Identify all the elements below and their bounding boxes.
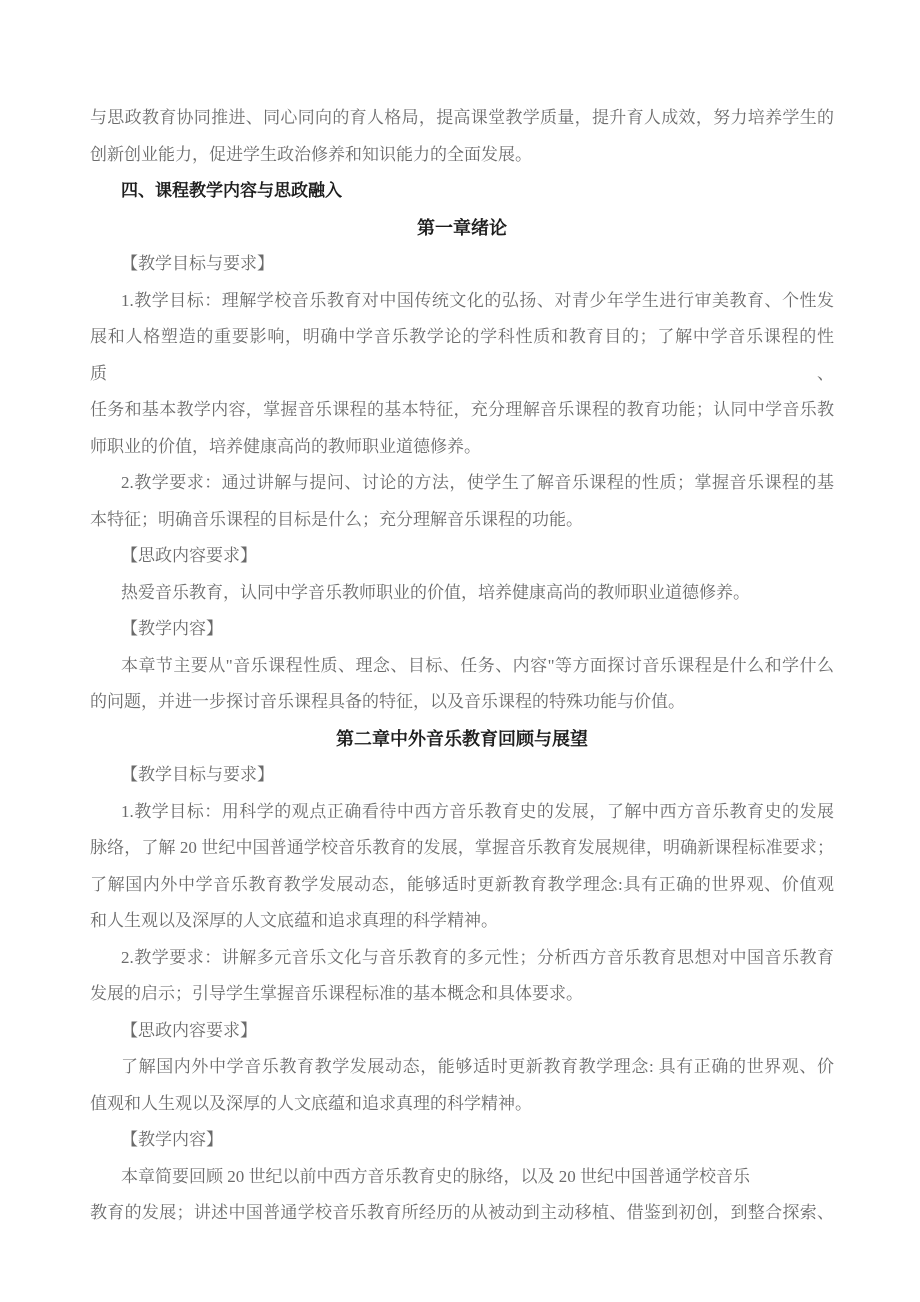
text-line: 值观和人生观以及深厚的人文底蕴和追求真理的科学精神。 [90, 1093, 532, 1113]
text-line: 2.教学要求：讲解多元音乐文化与音乐教育的多元性；分析西方音乐教育思想对中国音乐教育 [121, 947, 834, 967]
text-line: 热爱音乐教育，认同中学音乐教师职业的价值，培养健康高尚的教师职业道德修养。 [121, 582, 750, 602]
text-line: 创新创业能力，促进学生政治修养和知识能力的全面发展。 [90, 144, 532, 164]
document-text [90, 100, 834, 1232]
bracket-label: 【教学目标与要求】 [121, 765, 274, 784]
text-line: 本特征；明确音乐课程的目标是什么；充分理解音乐课程的功能。 [90, 509, 583, 529]
text-line: 了解国内外中学音乐教育教学发展动态，能够适时更新教育教学理念: 具有正确的世界观、价 [121, 1057, 834, 1076]
text-line: 发展的启示；引导学生掌握音乐课程标准的基本概念和具体要求。 [90, 984, 583, 1003]
text-line: 2.教学要求：通过讲解与提问、讨论的方法，使学生了解音乐课程的性质；掌握音乐课程的基 [121, 473, 834, 492]
bracket-label: 【教学目标与要求】 [121, 254, 274, 273]
text-line: 1.教学目标：用科学的观点正确看待中西方音乐教育史的发展，了解中西方音乐教育史的发展 [121, 801, 834, 821]
text-line: 师职业的价值，培养健康高尚的教师职业道德修养。 [90, 436, 481, 456]
text-line: 展和人格塑造的重要影响，明确中学音乐教学论的学科性质和教育目的；了解中学音乐课程的性质、 [90, 327, 834, 383]
text-line: 任务和基本教学内容，掌握音乐课程的基本特征，充分理解音乐课程的教育功能；认同中学音乐教 [90, 400, 834, 419]
text-line: 本章简要回顾 20 世纪以前中西方音乐教育史的脉络，以及 20 世纪中国普通学校音乐 [121, 1166, 750, 1186]
text-line: 1.教学目标：理解学校音乐教育对中国传统文化的弘扬、对青少年学生进行审美教育、个性发 [121, 290, 834, 310]
bracket-label: 【思政内容要求】 [121, 546, 257, 565]
chapter-heading: 第一章绪论 [417, 217, 507, 238]
bracket-label: 【思政内容要求】 [121, 1020, 257, 1040]
bracket-label: 【教学内容】 [121, 1130, 223, 1149]
text-line: 了解国内外中学音乐教育教学发展动态，能够适时更新教育教学理念:具有正确的世界观、价值观 [90, 874, 834, 894]
text-line: 教育的发展；讲述中国普通学校音乐教育所经历的从被动到主动移植、借鉴到初创，到整合探索、 [90, 1203, 834, 1222]
text-line: 的问题，并进一步探讨音乐课程具备的特征，以及音乐课程的特殊功能与价值。 [90, 692, 685, 711]
bracket-label: 【教学内容】 [121, 619, 223, 638]
text-line: 本章节主要从"音乐课程性质、理念、目标、任务、内容"等方面探讨音乐课程是什么和学什么 [121, 655, 834, 675]
section-heading: 四、课程教学内容与思政融入 [121, 181, 342, 200]
text-line: 与思政教育协同推进、同心同向的育人格局，提高课堂教学质量，提升育人成效，努力培养学生的 [90, 108, 834, 127]
chapter-heading: 第二章中外音乐教育回顾与展望 [336, 728, 588, 749]
text-line: 和人生观以及深厚的人文底蕴和追求真理的科学精神。 [90, 911, 498, 930]
text-line: 脉络，了解 20 世纪中国普通学校音乐教育的发展，掌握音乐教育发展规律，明确新课程标准要求； [90, 838, 834, 857]
